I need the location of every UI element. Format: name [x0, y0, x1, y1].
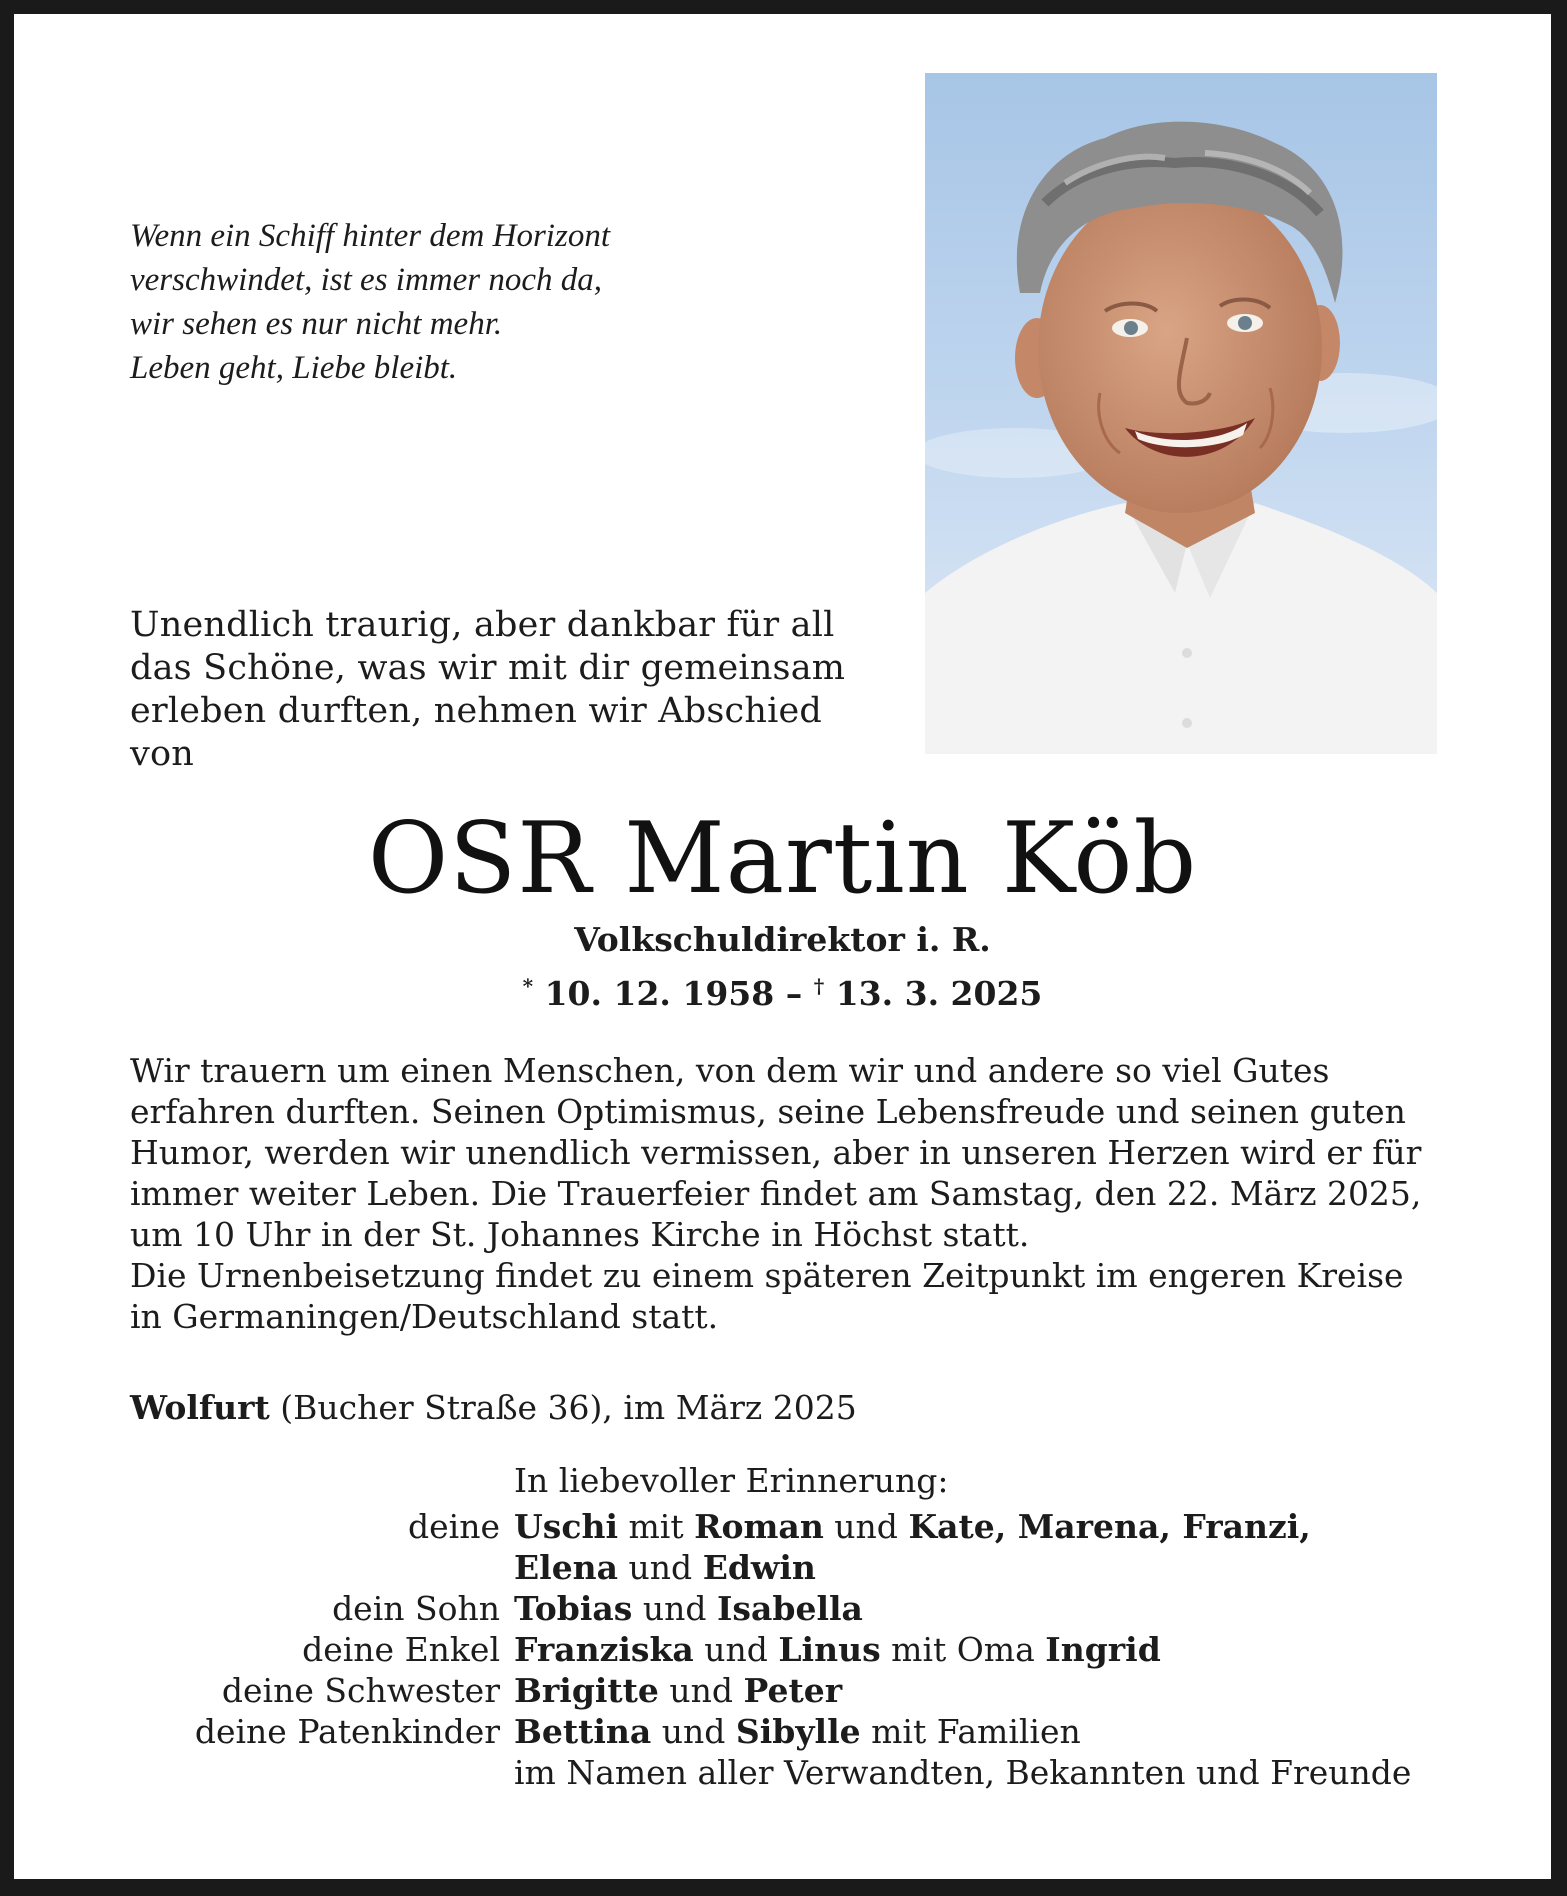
family-member-name: Bettina — [514, 1712, 652, 1751]
family-list — [14, 1506, 1551, 1793]
intro-line: erleben durften, nehmen wir Abschied — [130, 691, 823, 731]
family-relation: dein Sohn — [332, 1589, 500, 1628]
body-line: Humor, werden wir unendlich vermissen, aber in unseren Herzen wird er für — [130, 1133, 1422, 1172]
family-member-name: Peter — [743, 1671, 843, 1710]
family-connector: und — [632, 1589, 717, 1628]
birth-date: 10. 12. 1958 — [544, 974, 775, 1013]
family-row — [14, 1588, 1551, 1629]
death-symbol: † — [813, 974, 825, 998]
body-line: um 10 Uhr in der St. Johannes Kirche in Höchst statt. — [130, 1215, 1030, 1254]
quote-line: wir sehen es nur nicht mehr. — [130, 306, 503, 342]
body-line: immer weiter Leben. Die Trauerfeier findet am Samstag, den 22. März 2025, — [130, 1174, 1422, 1213]
family-names — [514, 1629, 1161, 1670]
intro-line: das Schöne, was wir mit dir gemeinsam — [130, 648, 846, 688]
family-connector: mit — [617, 1507, 695, 1546]
family-member-name: Elena — [514, 1548, 619, 1587]
family-connector: und — [658, 1671, 744, 1710]
place-town: Wolfurt — [130, 1388, 270, 1427]
birth-symbol: * — [522, 974, 534, 998]
family-member-name: Tobias — [514, 1589, 633, 1628]
intro-text — [130, 604, 846, 776]
family-member-name: Isabella — [716, 1589, 863, 1628]
family-relation — [14, 1547, 500, 1588]
quote-line: verschwindet, ist es immer noch da, — [130, 262, 603, 298]
family-row — [14, 1506, 1551, 1547]
family-connector: und — [693, 1630, 779, 1669]
portrait-photo — [925, 73, 1437, 754]
family-relation: deine Schwester — [221, 1671, 500, 1710]
family-member-name: Franziska — [514, 1630, 694, 1669]
family-member-name: Ingrid — [1045, 1630, 1161, 1669]
place-and-date — [130, 1387, 857, 1429]
family-member-name: Roman — [694, 1507, 824, 1546]
body-line: erfahren durften. Seinen Optimismus, seine Lebensfreude und seinen guten — [130, 1092, 1406, 1131]
family-member-name: Sibylle — [735, 1712, 861, 1751]
quote-line: Leben geht, Liebe bleibt. — [130, 350, 458, 386]
family-connector: und — [823, 1507, 909, 1546]
family-member-name: Brigitte — [514, 1671, 659, 1710]
family-member-name: Uschi — [514, 1507, 618, 1546]
memorial-intro: In liebevoller Erinnerung: — [514, 1461, 949, 1500]
family-row — [14, 1547, 1551, 1588]
body-line: Die Urnenbeisetzung findet zu einem späteren Zeitpunkt im engeren Kreise — [130, 1256, 1404, 1295]
family-relation: deine Enkel — [302, 1630, 500, 1669]
family-row — [14, 1752, 1551, 1793]
quote-block — [130, 214, 610, 390]
family-names — [514, 1752, 1411, 1793]
family-names — [514, 1711, 1081, 1752]
obituary-card — [14, 14, 1551, 1879]
intro-line: Unendlich traurig, aber dankbar für all — [130, 605, 835, 645]
family-connector: und — [651, 1712, 736, 1751]
family-connector: im Namen aller Verwandten, Bekannten und Freunde — [514, 1753, 1412, 1792]
body-line: Wir trauern um einen Menschen, von dem wir und andere so viel Gutes — [130, 1051, 1330, 1090]
portrait-illustration — [925, 73, 1437, 754]
family-connector: und — [618, 1548, 703, 1587]
intro-line: von — [130, 734, 194, 774]
quote-line: Wenn ein Schiff hinter dem Horizont — [130, 218, 610, 254]
family-relation: deine Patenkinder — [194, 1712, 500, 1751]
family-names — [514, 1506, 1311, 1547]
death-date: 13. 3. 2025 — [835, 974, 1043, 1013]
family-connector: mit Oma — [880, 1630, 1046, 1669]
deceased-title: Volkschuldirektor i. R. — [574, 920, 991, 959]
family-relation: deine — [408, 1507, 500, 1546]
family-member-name: Edwin — [702, 1548, 816, 1587]
date-separator: – — [785, 974, 803, 1013]
body-text — [130, 1050, 1436, 1337]
family-member-name: Kate, Marena, Franzi, — [908, 1507, 1311, 1546]
place-rest: (Bucher Straße 36), im März 2025 — [269, 1388, 857, 1427]
body-line: in Germaningen/Deutschland statt. — [130, 1297, 719, 1336]
family-relation — [14, 1752, 500, 1793]
family-connector: mit Familien — [860, 1712, 1081, 1751]
face — [1038, 183, 1322, 513]
family-member-name: Linus — [778, 1630, 881, 1669]
life-dates — [14, 965, 1551, 1015]
deceased-name: OSR Martin Köb — [367, 802, 1198, 916]
family-row — [14, 1711, 1551, 1752]
family-names — [514, 1588, 863, 1629]
family-row — [14, 1629, 1551, 1670]
family-row — [14, 1670, 1551, 1711]
family-names — [514, 1547, 816, 1588]
family-names — [514, 1670, 842, 1711]
